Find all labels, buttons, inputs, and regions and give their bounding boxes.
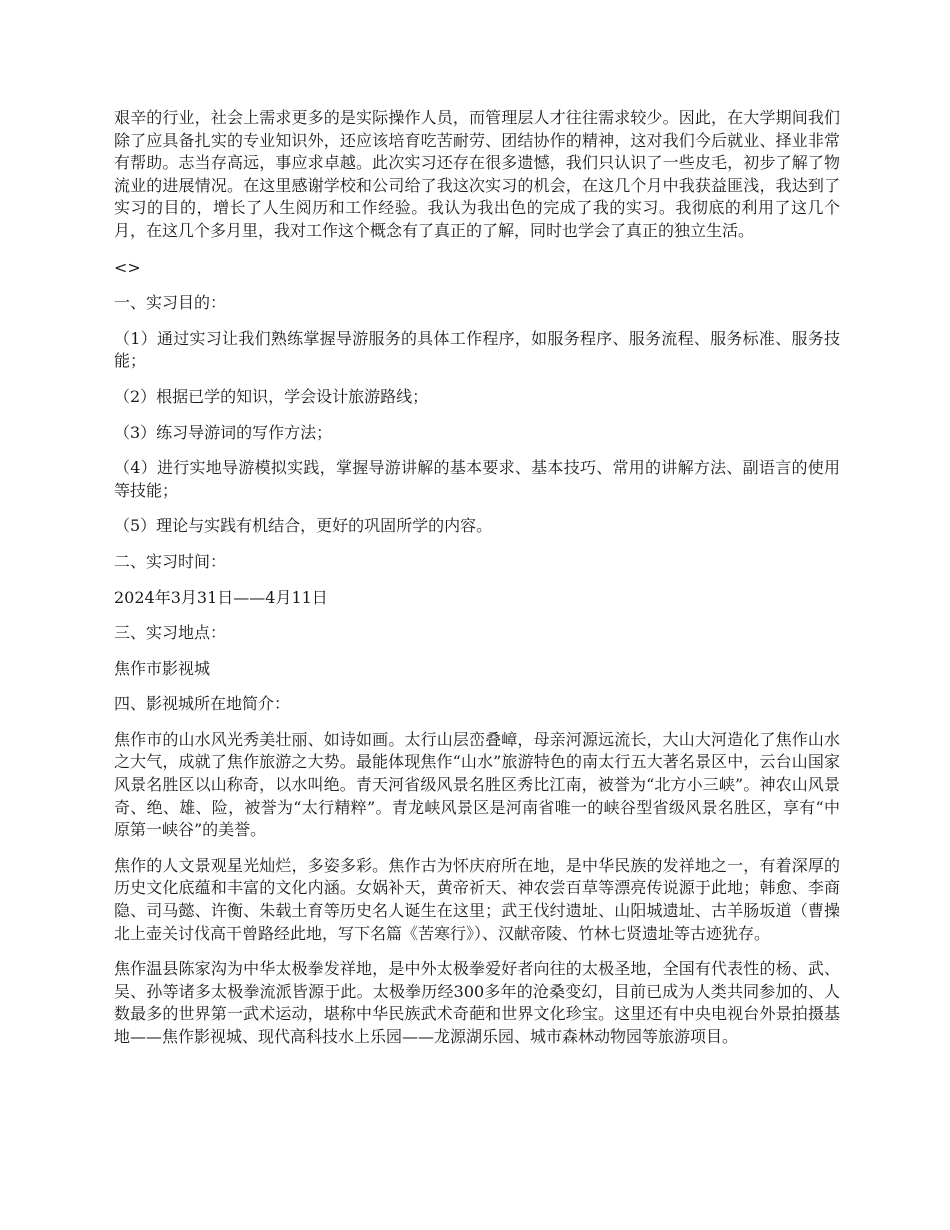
internship-time-value: 2024年3月31日——4月11日 <box>114 587 328 607</box>
placeholder-marker: <> <box>114 257 141 277</box>
paragraph-culture: 焦作的人文景观星光灿烂，多姿多彩。焦作古为怀庆府所在地，是中华民族的发祥地之一，有着深厚的历史文化底蕴和丰富的文化内涵。女娲补天，黄帝祈天、神农尝百草等漂亮传说源于此地；韩愈、李商隐、司马懿、许衡、朱载土育等历史名人诞生在这里；武王伐纣遗址、山阳城遗址、古羊肠坂道（曹操北上壶关讨伐高干曾路经此地，写下名篇《苦寒行》）、汉献帝陵、竹林七贤遗址等古迹犹存。 <box>114 855 840 943</box>
purpose-item-5: （5）理论与实践有机结合，更好的巩固所学的内容。 <box>114 516 493 536</box>
heading-internship-purpose: 一、实习目的： <box>114 293 227 313</box>
internship-location-value: 焦作市影视城 <box>114 658 211 678</box>
heading-city-introduction: 四、影视城所在地简介： <box>114 694 291 714</box>
paragraph-internship-summary: 艰辛的行业，社会上需求更多的是实际操作人员，而管理层人才往往需求较少。因此，在大学期间我们除了应具备扎实的专业知识外，还应该培育吃苦耐劳、团结协作的精神，这对我们今后就业、择业非常有帮助。志当存高远，事应求卓越。此次实习还存在很多遗憾，我们只认识了一些皮毛，初步了解了物流业的进展情况。在这里感谢学校和公司给了我这次实习的机会，在这几个月中我获益匪浅，我达到了实习的目的，增长了人生阅历和工作经验。我认为我出色的完成了我的实习。我彻底的利用了这几个月，在这几个多月里，我对工作这个概念有了真正的了解，同时也学会了真正的独立生活。 <box>114 108 840 240</box>
purpose-item-2: （2）根据已学的知识，学会设计旅游路线； <box>114 386 429 406</box>
paragraph-taichi: 焦作温县陈家沟为中华太极拳发祥地，是中外太极拳爱好者向往的太极圣地，全国有代表性的杨、武、吴、孙等诸多太极拳流派皆源于此。太极拳历经300多年的沧桑变幻，目前已成为人类共同参加的、人数最多的世界第一武术运动，堪称中华民族武术奇葩和世界文化珍宝。这里还有中央电视台外景拍摄基地——焦作影视城、现代高科技水上乐园——龙源湖乐园、城市森林动物园等旅游项目。 <box>114 959 840 1046</box>
purpose-item-1: （1）通过实习让我们熟练掌握导游服务的具体工作程序，如服务程序、服务流程、服务标准、服务技能； <box>114 328 840 371</box>
heading-internship-time: 二、实习时间： <box>114 551 227 571</box>
purpose-item-3: （3）练习导游词的写作方法； <box>114 422 333 442</box>
paragraph-landscape: 焦作市的山水风光秀美壮丽、如诗如画。太行山层峦叠嶂，母亲河源远流长，大山大河造化了焦作山水之大气，成就了焦作旅游之大势。最能体现焦作“山水”旅游特色的南太行五大著名景区中，云台山国家风景名胜区以山称奇，以水叫绝。青天河省级风景名胜区秀比江南，被誉为“北方小三峡”。神农山风景奇、绝、雄、险，被誉为“太行精粹”。青龙峡风景区是河南省唯一的峡谷型省级风景名胜区，享有“中原第一峡谷”的美誉。 <box>114 729 840 840</box>
heading-internship-location: 三、实习地点： <box>114 623 227 643</box>
purpose-item-4: （4）进行实地导游模拟实践，掌握导游讲解的基本要求、基本技巧、常用的讲解方法、副语言的使用等技能； <box>114 458 840 500</box>
document-body <box>114 107 840 1062</box>
